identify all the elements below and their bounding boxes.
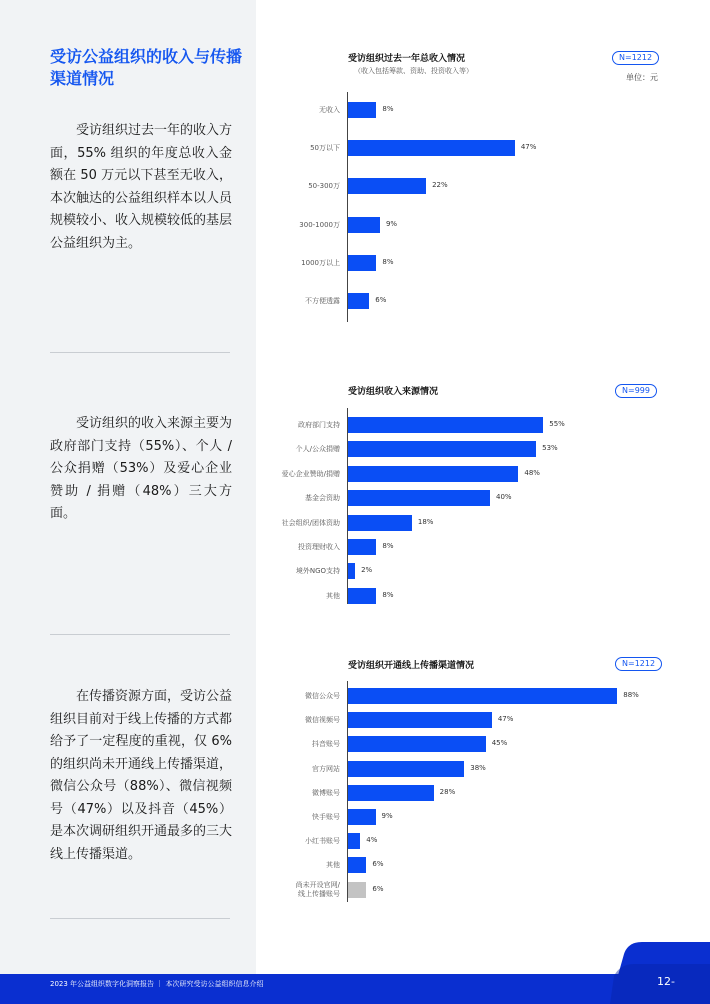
category-label: 投资理财收入 [298, 543, 340, 551]
category-label: 不方便透露 [305, 297, 340, 305]
sample-size-badge: N=1212 [615, 657, 662, 671]
category-label: 300-1000万 [299, 220, 340, 229]
channel-paragraph: 在传播资源方面，受访公益组织目前对于线上传播的方式都给予了一定程度的重视，仅 6% 的组织尚未开通线上传播渠道，微信公众号（88%）、微信视频号（47%）以及抖音（45%）是本次调研组织开通最多的三大线上传播渠道。 [50, 689, 233, 862]
sample-size-badge: N=1212 [612, 51, 659, 65]
data-label: 6% [375, 296, 387, 304]
data-label: 47% [497, 715, 514, 724]
category-label: 小红书账号 [305, 837, 340, 846]
category-label: 其他 [326, 861, 340, 870]
data-label: 8% [382, 257, 394, 266]
category-label: 个人/公众捐赠 [295, 445, 340, 454]
data-label: 38% [470, 763, 486, 772]
category-label: 微博账号 [312, 788, 340, 797]
data-label: 55% [549, 420, 565, 428]
section-title: 受访公益组织的收入与传播渠道情况 [50, 47, 243, 88]
sample-size-badge: N=999 [615, 384, 657, 398]
data-label: 48% [524, 468, 540, 477]
data-label: 28% [439, 787, 456, 796]
category-label: 1000万以上 [301, 258, 340, 267]
data-label: 4% [366, 836, 378, 845]
unit-label: 单位：元 [626, 73, 658, 82]
data-label: 6% [372, 860, 384, 869]
category-label: 快手账号 [312, 813, 340, 821]
category-label: 微信视频号 [305, 716, 340, 725]
data-label: 9% [385, 219, 398, 228]
bar [348, 882, 366, 898]
category-label: 微信公众号 [305, 692, 340, 700]
page-number: 12- [657, 975, 675, 988]
data-label: 47% [520, 143, 537, 152]
bar [348, 761, 464, 777]
bar [348, 833, 360, 849]
category-label: 社会组织/团体资助 [281, 518, 340, 527]
category-label: 无收入 [319, 106, 340, 114]
data-label: 9% [381, 812, 393, 820]
footer-corner-shape [610, 942, 710, 1004]
category-label-line: 线上传播账号 [298, 889, 340, 898]
income-source-paragraph: 受访组织的收入来源主要为政府部门支持（55%）、个人 / 公众捐赠（53%）及爱心企业赞助 / 捐赠（48%）三大方面。 [50, 416, 233, 521]
category-label-line: 尚未开设官网/ [295, 880, 340, 889]
category-label: 50万以下 [310, 144, 340, 153]
chart-title: 受访组织收入来源情况 [348, 387, 439, 397]
channel-chart [256, 0, 710, 910]
footer-text: 2023 年公益组织数字化洞察报告 ｜ 本次研究受访公益组织信息介绍 [50, 980, 264, 988]
chart-subtitle: （收入包括筹款、资助、投资收入等） [354, 67, 473, 75]
data-label: 18% [417, 517, 434, 526]
data-label: 22% [432, 181, 448, 190]
bar [348, 688, 617, 704]
income-paragraph: 受访组织过去一年的收入方面，55% 组织的年度总收入金额在 50 万元以下甚至无收入，本次触达的公益组织样本以人员规模较小、收入规模较低的基层公益组织为主。 [50, 123, 233, 251]
bar [348, 785, 434, 801]
data-label: 53% [542, 444, 558, 453]
category-label: 官方网站 [312, 764, 340, 773]
category-label: 其他 [326, 591, 340, 600]
data-label: 6% [372, 884, 384, 893]
bar [348, 857, 366, 873]
chart-title: 受访组织开通线上传播渠道情况 [348, 661, 475, 671]
category-label: 爱心企业赞助/捐赠 [281, 469, 340, 478]
category-label: 政府部门支持 [298, 421, 340, 429]
divider-1 [50, 352, 230, 353]
divider-2 [50, 634, 230, 635]
category-label: 抖音账号 [312, 740, 340, 749]
category-label: 境外NGO支持 [295, 567, 340, 576]
bar [348, 809, 376, 825]
divider-3 [50, 918, 230, 919]
category-label: 基金会资助 [305, 494, 340, 503]
data-label: 8% [382, 590, 394, 599]
data-label: 45% [491, 739, 508, 748]
data-label: 8% [382, 105, 394, 113]
data-label: 40% [496, 493, 512, 502]
chart-title: 受访组织过去一年总收入情况 [348, 54, 466, 64]
category-label: 50-300万 [308, 182, 340, 191]
bar [348, 712, 492, 728]
bar [348, 736, 486, 752]
data-label: 2% [361, 566, 373, 575]
category-label [296, 881, 340, 899]
data-label: 8% [382, 542, 394, 550]
data-label: 88% [623, 691, 639, 699]
